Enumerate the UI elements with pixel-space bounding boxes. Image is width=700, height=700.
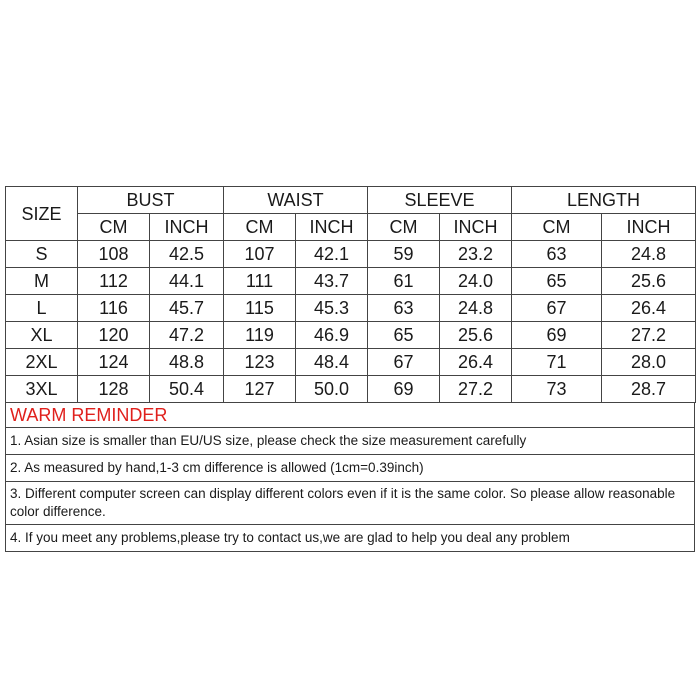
measurement-cell: 28.0 xyxy=(602,349,696,376)
reminder-note: 3. Different computer screen can display different colors even if it is the same color. So please allow reasonable color difference. xyxy=(6,481,695,524)
measurement-cell: 48.4 xyxy=(296,349,368,376)
measurement-cell: 46.9 xyxy=(296,322,368,349)
measurement-cell: 42.5 xyxy=(150,241,224,268)
table-row xyxy=(6,268,696,295)
warm-reminder xyxy=(5,402,695,552)
measurement-cell: 107 xyxy=(224,241,296,268)
length-header: LENGTH xyxy=(512,187,696,214)
size-label-cell: XL xyxy=(6,322,78,349)
measurement-cell: 26.4 xyxy=(440,349,512,376)
measurement-cell: 43.7 xyxy=(296,268,368,295)
measurement-cell: 26.4 xyxy=(602,295,696,322)
measurement-cell: 47.2 xyxy=(150,322,224,349)
group-header-row xyxy=(6,187,696,214)
measurement-cell: 45.7 xyxy=(150,295,224,322)
unit-header: INCH xyxy=(440,214,512,241)
measurement-cell: 71 xyxy=(512,349,602,376)
size-label-cell: 3XL xyxy=(6,376,78,403)
reminder-note: 1. Asian size is smaller than EU/US size, please check the size measurement carefully xyxy=(6,427,695,454)
measurement-cell: 42.1 xyxy=(296,241,368,268)
size-label-cell: M xyxy=(6,268,78,295)
unit-header: CM xyxy=(368,214,440,241)
unit-header: CM xyxy=(512,214,602,241)
measurement-cell: 73 xyxy=(512,376,602,403)
size-chart xyxy=(5,186,695,552)
measurement-cell: 28.7 xyxy=(602,376,696,403)
measurement-cell: 65 xyxy=(512,268,602,295)
measurement-cell: 24.8 xyxy=(602,241,696,268)
measurement-cell: 115 xyxy=(224,295,296,322)
size-table xyxy=(5,186,696,403)
measurement-cell: 65 xyxy=(368,322,440,349)
table-row xyxy=(6,322,696,349)
measurement-cell: 124 xyxy=(78,349,150,376)
table-row xyxy=(6,241,696,268)
table-row xyxy=(6,349,696,376)
measurement-cell: 61 xyxy=(368,268,440,295)
measurement-cell: 24.0 xyxy=(440,268,512,295)
unit-header: CM xyxy=(224,214,296,241)
measurement-cell: 127 xyxy=(224,376,296,403)
measurement-cell: 116 xyxy=(78,295,150,322)
measurement-cell: 48.8 xyxy=(150,349,224,376)
measurement-cell: 63 xyxy=(512,241,602,268)
unit-header: CM xyxy=(78,214,150,241)
measurement-cell: 120 xyxy=(78,322,150,349)
sleeve-header: SLEEVE xyxy=(368,187,512,214)
table-row xyxy=(6,295,696,322)
unit-header: INCH xyxy=(602,214,696,241)
measurement-cell: 27.2 xyxy=(440,376,512,403)
measurement-cell: 111 xyxy=(224,268,296,295)
measurement-cell: 69 xyxy=(368,376,440,403)
reminder-note: 4. If you meet any problems,please try to contact us,we are glad to help you deal any problem xyxy=(6,524,695,551)
table-row xyxy=(6,376,696,403)
size-rows xyxy=(6,241,696,403)
size-header: SIZE xyxy=(6,187,78,241)
measurement-cell: 25.6 xyxy=(440,322,512,349)
bust-header: BUST xyxy=(78,187,224,214)
unit-header-row xyxy=(6,214,696,241)
unit-header: INCH xyxy=(150,214,224,241)
measurement-cell: 24.8 xyxy=(440,295,512,322)
size-label-cell: 2XL xyxy=(6,349,78,376)
measurement-cell: 45.3 xyxy=(296,295,368,322)
measurement-cell: 67 xyxy=(512,295,602,322)
unit-header: INCH xyxy=(296,214,368,241)
measurement-cell: 25.6 xyxy=(602,268,696,295)
waist-header: WAIST xyxy=(224,187,368,214)
measurement-cell: 119 xyxy=(224,322,296,349)
measurement-cell: 108 xyxy=(78,241,150,268)
size-label-cell: L xyxy=(6,295,78,322)
measurement-cell: 123 xyxy=(224,349,296,376)
measurement-cell: 59 xyxy=(368,241,440,268)
reminder-note: 2. As measured by hand,1-3 cm difference is allowed (1cm=0.39inch) xyxy=(6,454,695,481)
warm-reminder-title: WARM REMINDER xyxy=(6,402,695,427)
measurement-cell: 128 xyxy=(78,376,150,403)
measurement-cell: 23.2 xyxy=(440,241,512,268)
measurement-cell: 67 xyxy=(368,349,440,376)
measurement-cell: 50.0 xyxy=(296,376,368,403)
measurement-cell: 27.2 xyxy=(602,322,696,349)
measurement-cell: 44.1 xyxy=(150,268,224,295)
measurement-cell: 69 xyxy=(512,322,602,349)
measurement-cell: 63 xyxy=(368,295,440,322)
measurement-cell: 50.4 xyxy=(150,376,224,403)
measurement-cell: 112 xyxy=(78,268,150,295)
size-label-cell: S xyxy=(6,241,78,268)
